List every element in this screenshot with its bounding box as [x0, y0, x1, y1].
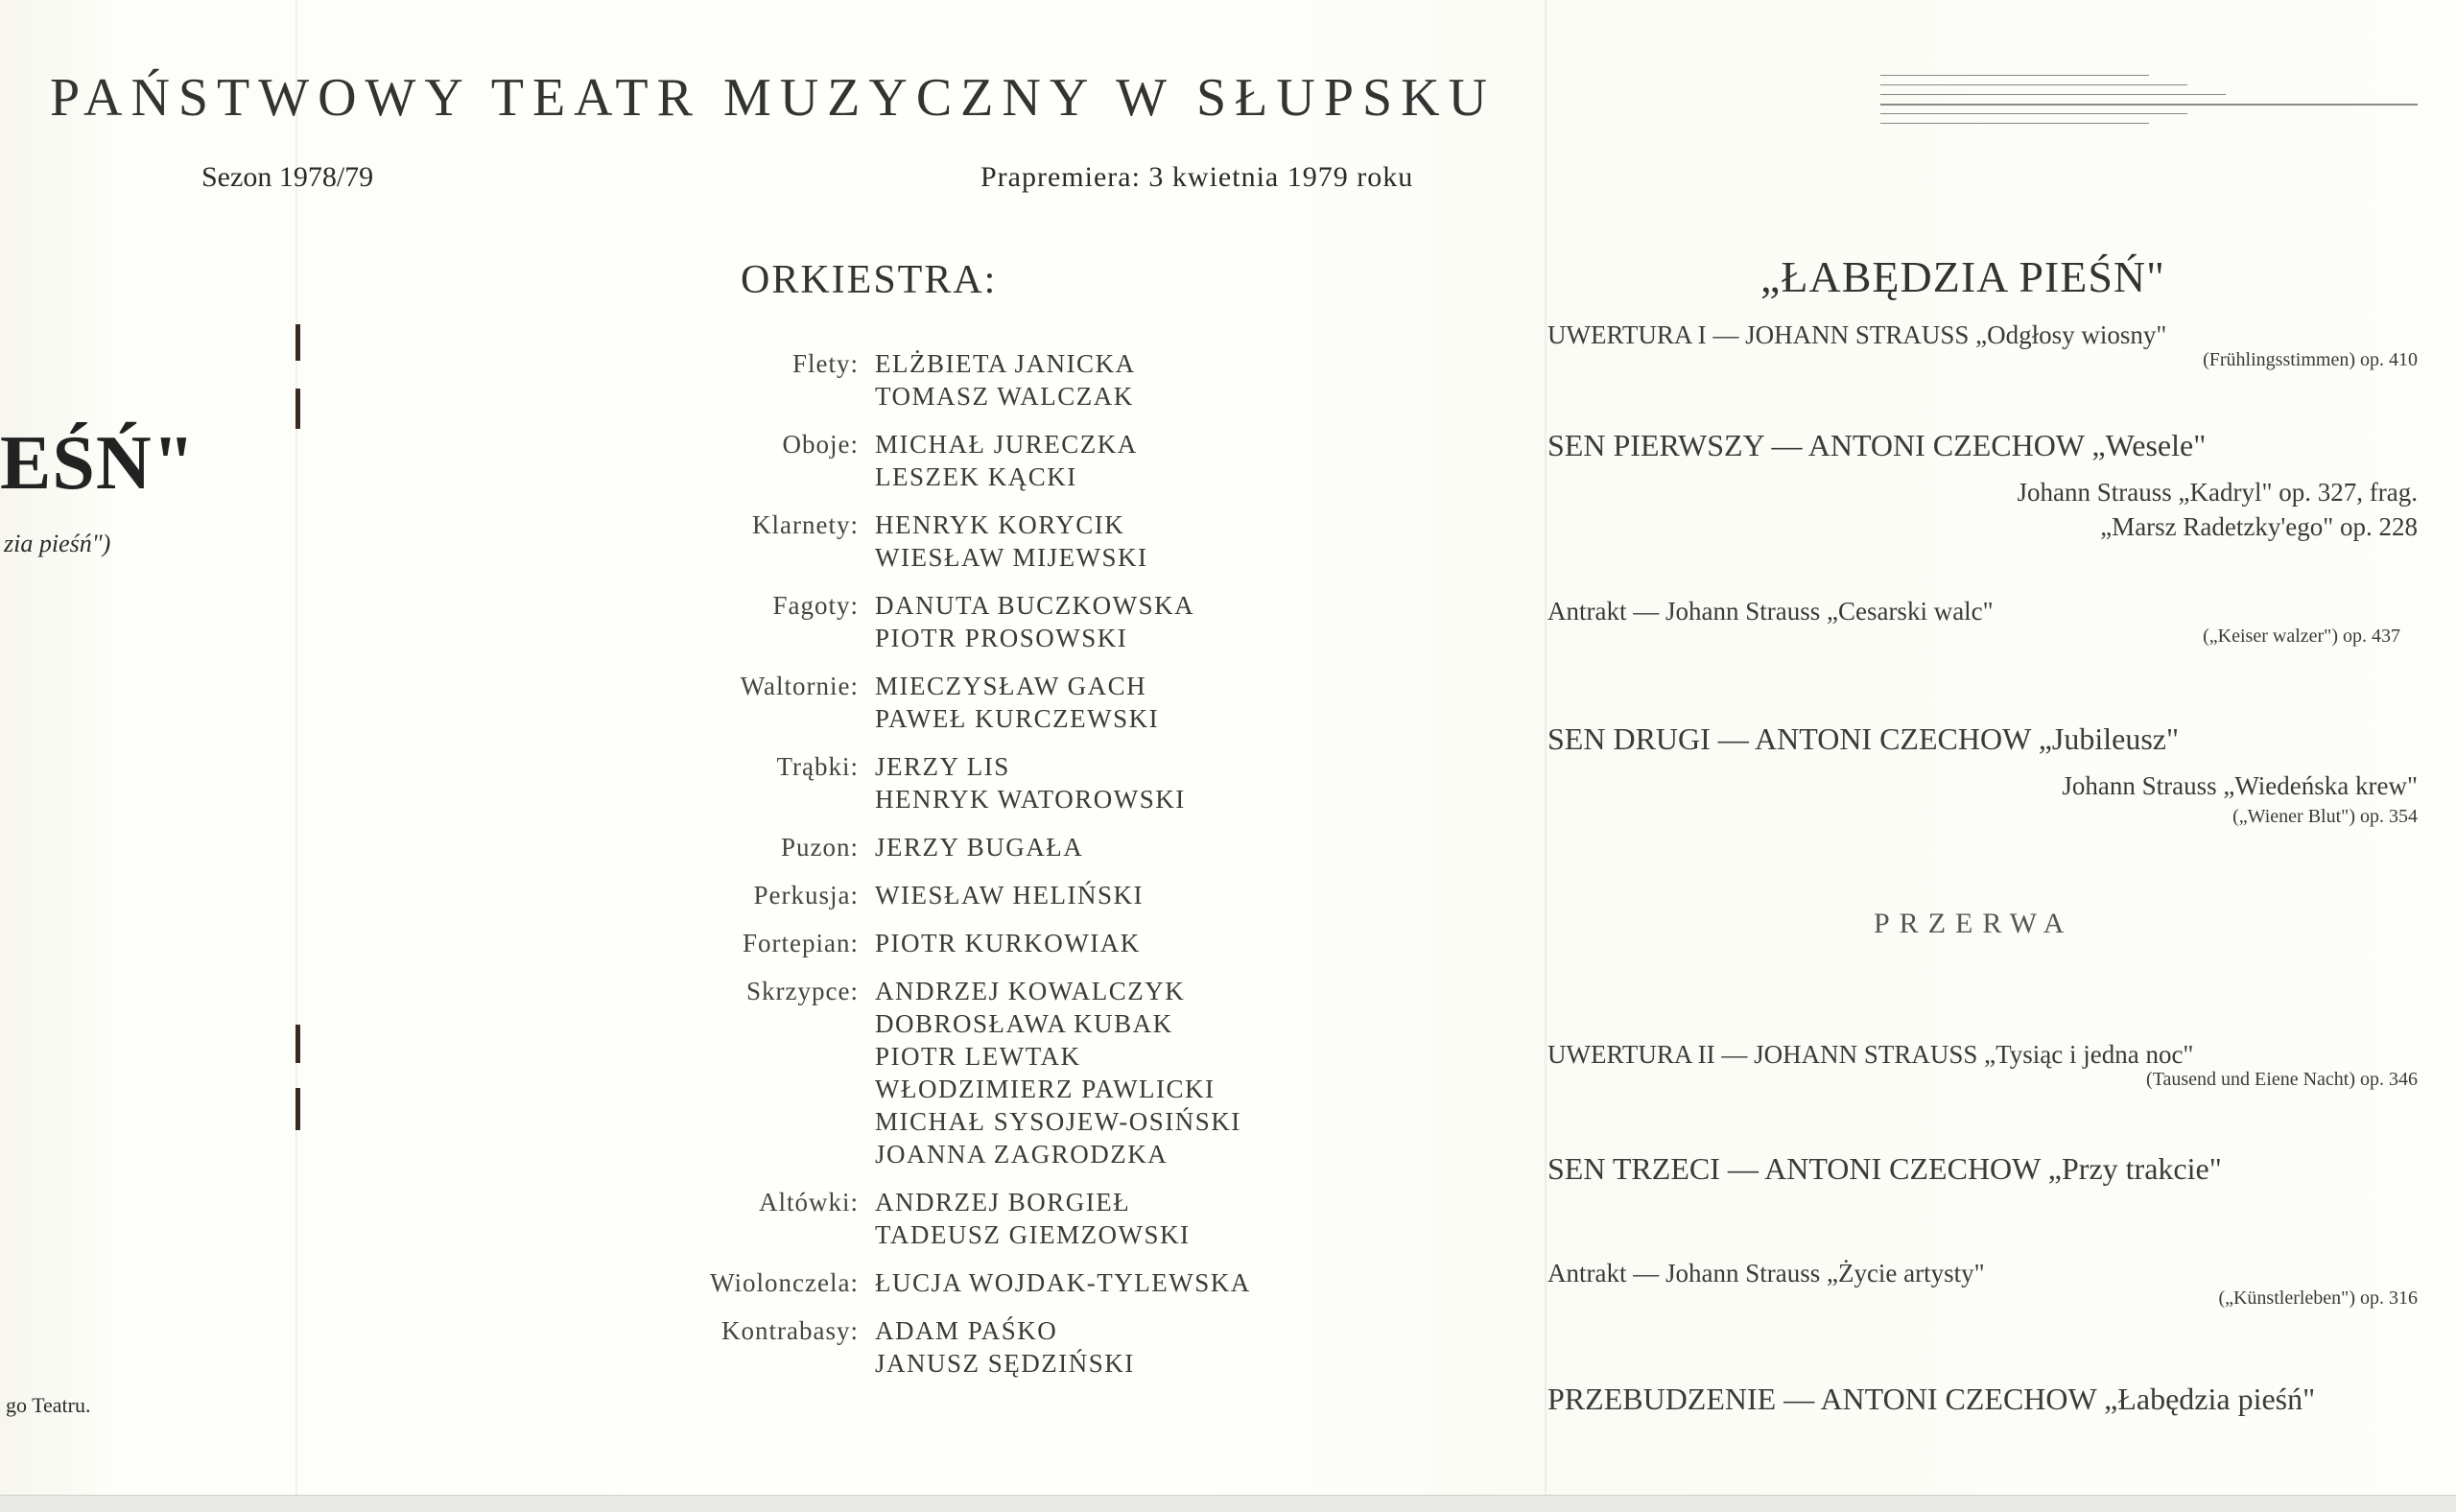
orchestra-section — [672, 975, 1343, 1170]
orchestra-section — [672, 1266, 1343, 1299]
musician-name: DOBROSŁAWA KUBAK — [875, 1009, 1173, 1038]
musician-name: JERZY BUGAŁA — [875, 833, 1084, 862]
program-title: „ŁABĘDZIA PIEŚŃ" — [1760, 252, 2165, 301]
musician-name: HENRYK KORYCIK — [875, 510, 1125, 539]
binding-mark — [295, 389, 300, 429]
page-bottom-edge — [0, 1495, 2456, 1512]
musician-name: PAWEŁ KURCZEWSKI — [875, 704, 1160, 733]
antrakt-1-opus: („Keiser walzer") op. 437 — [2203, 626, 2400, 647]
musician-name: MICHAŁ JURECZKA — [875, 430, 1138, 459]
uwertura-2-opus: (Tausend und Eiene Nacht) op. 346 — [2146, 1069, 2418, 1090]
musician-name: ŁUCJA WOJDAK-TYLEWSKA — [875, 1268, 1251, 1297]
instrument-label: Flety: — [791, 349, 859, 378]
musician-names — [875, 1314, 1135, 1380]
musician-names — [875, 750, 1186, 815]
instrument-label: Altówki: — [758, 1188, 859, 1217]
antrakt-2: Antrakt — Johann Strauss „Życie artysty" — [1547, 1259, 1985, 1288]
instrument-label: Skrzypce: — [746, 977, 859, 1005]
musician-names — [875, 879, 1144, 911]
musician-name: MIECZYSŁAW GACH — [875, 672, 1147, 700]
uwertura-1-opus: (Frühlingsstimmen) op. 410 — [2203, 349, 2418, 370]
sen-drugi-opus: („Wiener Blut") op. 354 — [2232, 806, 2418, 827]
uwertura-1: UWERTURA I — JOHANN STRAUSS „Odgłosy wiosny" — [1547, 320, 2167, 349]
sen-pierwszy-music-1: Johann Strauss „Kadryl" op. 327, frag. — [2017, 478, 2418, 507]
musician-name: TOMASZ WALCZAK — [875, 382, 1134, 411]
musician-names — [875, 975, 1241, 1170]
sen-drugi-music: Johann Strauss „Wiedeńska krew" — [2062, 771, 2418, 800]
instrument-label: Fortepian: — [743, 929, 859, 957]
musician-name: WIESŁAW HELIŃSKI — [875, 881, 1145, 910]
instrument-label: Klarnety: — [752, 510, 859, 539]
musician-name: ANDRZEJ BORGIEŁ — [875, 1188, 1131, 1217]
binding-mark — [295, 324, 300, 361]
musician-name: ADAM PAŚKO — [875, 1316, 1058, 1345]
orchestra-section — [672, 879, 1343, 911]
musician-name: DANUTA BUCZKOWSKA — [875, 591, 1195, 620]
musician-name: ANDRZEJ KOWALCZYK — [875, 977, 1186, 1005]
binding-mark — [295, 1025, 300, 1063]
musician-name: WIESŁAW MIJEWSKI — [875, 543, 1148, 572]
season-label: Sezon 1978/79 — [201, 161, 374, 193]
orchestra-section — [672, 508, 1343, 574]
orchestra-heading: ORKIESTRA: — [741, 258, 998, 302]
musician-names — [875, 831, 1083, 863]
instrument-label: Perkusja: — [753, 881, 859, 910]
musician-name: JOANNA ZAGRODZKA — [875, 1140, 1169, 1169]
musician-name: PIOTR PROSOWSKI — [875, 624, 1128, 652]
instrument-label: Oboje: — [782, 430, 859, 459]
musician-names — [875, 428, 1138, 493]
musician-names — [875, 589, 1194, 654]
antrakt-2-opus: („Künstlerleben") op. 316 — [2218, 1288, 2418, 1309]
premiere-date: Prapremiera: 3 kwietnia 1979 roku — [980, 161, 1414, 193]
cover-title-fragment: EŚŃ" — [0, 421, 197, 506]
musician-name: JANUSZ SĘDZIŃSKI — [875, 1349, 1135, 1378]
finale: PRZEBUDZENIE — ANTONI CZECHOW „Łabędzia pieśń" — [1547, 1382, 2316, 1416]
musician-names — [875, 1266, 1251, 1299]
instrument-label: Wiolonczela: — [710, 1268, 859, 1297]
orchestra-list — [672, 347, 1343, 1395]
theatre-title: PAŃSTWOWY TEATR MUZYCZNY W SŁUPSKU — [50, 68, 1496, 128]
orchestra-section — [672, 1186, 1343, 1251]
fold-line-left — [295, 0, 297, 1511]
instrument-label: Waltornie: — [740, 672, 859, 700]
cover-footer-fragment: go Teatru. — [6, 1393, 91, 1417]
orchestra-section — [672, 1314, 1343, 1380]
orchestra-section — [672, 670, 1343, 735]
uwertura-2: UWERTURA II — JOHANN STRAUSS „Tysiąc i jedna noc" — [1547, 1040, 2194, 1069]
orchestra-section — [672, 750, 1343, 815]
orchestra-section — [672, 347, 1343, 413]
orchestra-section — [672, 589, 1343, 654]
antrakt-1: Antrakt — Johann Strauss „Cesarski walc" — [1547, 597, 1994, 626]
sen-drugi: SEN DRUGI — ANTONI CZECHOW „Jubileusz" — [1547, 721, 2180, 756]
musician-name: PIOTR LEWTAK — [875, 1042, 1081, 1071]
orchestra-section — [672, 428, 1343, 493]
musician-name: PIOTR KURKOWIAK — [875, 929, 1141, 957]
musician-names — [875, 670, 1159, 735]
musician-names — [875, 347, 1136, 413]
musician-names — [875, 927, 1141, 959]
intermission-label: PRZERWA — [1874, 908, 2074, 939]
musician-name: MICHAŁ SYSOJEW-OSIŃSKI — [875, 1107, 1241, 1136]
orchestra-section — [672, 927, 1343, 959]
musician-name: LESZEK KĄCKI — [875, 462, 1077, 491]
sen-trzeci: SEN TRZECI — ANTONI CZECHOW „Przy trakcie" — [1547, 1151, 2222, 1186]
binding-mark — [295, 1088, 300, 1130]
sen-pierwszy: SEN PIERWSZY — ANTONI CZECHOW „Wesele" — [1547, 428, 2207, 462]
musician-name: WŁODZIMIERZ PAWLICKI — [875, 1075, 1216, 1103]
musician-name: JERZY LIS — [875, 752, 1010, 781]
musician-name: HENRYK WATOROWSKI — [875, 785, 1186, 814]
instrument-label: Kontrabasy: — [721, 1316, 859, 1345]
instrument-label: Fagoty: — [772, 591, 859, 620]
cover-subtitle-fragment: zia pieśń") — [4, 530, 111, 557]
sen-pierwszy-music-2: „Marsz Radetzky'ego" op. 228 — [2100, 512, 2418, 541]
musician-name: ELŻBIETA JANICKA — [875, 349, 1136, 378]
instrument-label: Puzon: — [780, 833, 859, 862]
musician-names — [875, 508, 1148, 574]
musician-names — [875, 1186, 1191, 1251]
musician-name: TADEUSZ GIEMZOWSKI — [875, 1220, 1191, 1249]
orchestra-section — [672, 831, 1343, 863]
instrument-label: Trąbki: — [776, 752, 859, 781]
fold-line-right — [1545, 0, 1547, 1511]
